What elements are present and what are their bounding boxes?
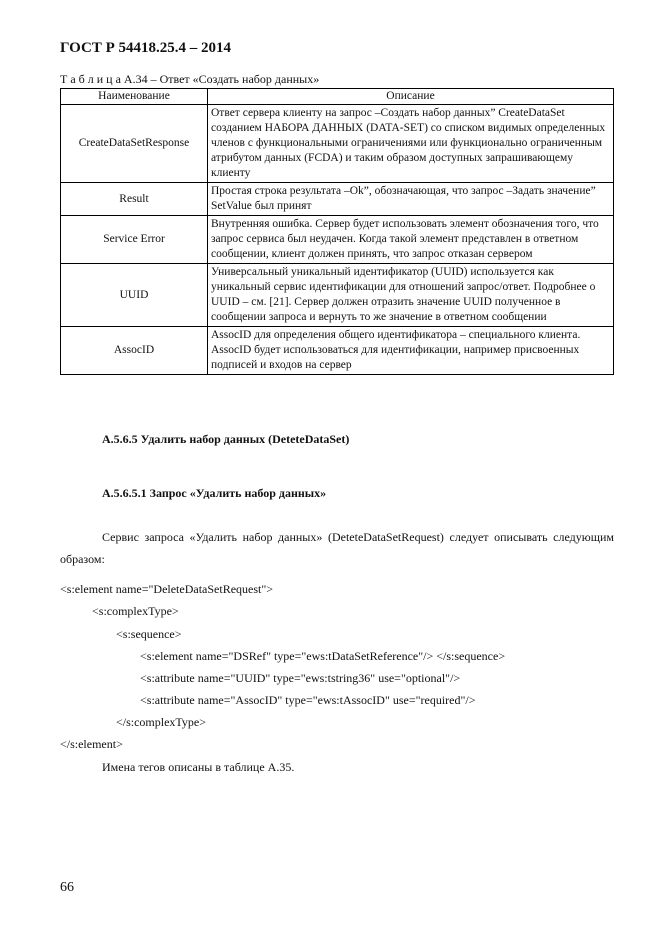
table-row xyxy=(61,183,614,216)
section-heading: А.5.6.5 Удалить набор данных (DeteteDataSet) xyxy=(102,432,350,446)
page-number: 66 xyxy=(60,880,74,895)
code-line: <s:element name="DSRef" type="ews:tDataSetReference"/> </s:sequence> xyxy=(140,649,506,663)
column-header-description: Описание xyxy=(208,89,614,105)
row-description: Универсальный уникальный идентификатор (UUID) используется как уникальный сервис идентификации для отношений запрос/ответ. Подробнее о UUID – см. [21]. Сервер должен отразить значение UUID полученное в сообщении запроса и вернуть то же значение в ответном сообщении xyxy=(208,264,614,327)
table-header-row xyxy=(61,89,614,105)
row-name: UUID xyxy=(61,264,208,327)
code-line: </s:complexType> xyxy=(116,715,207,729)
table-row xyxy=(61,105,614,183)
code-line: <s:complexType> xyxy=(92,604,179,618)
row-name: AssocID xyxy=(61,327,208,375)
table-row xyxy=(61,327,614,375)
row-description: Простая строка результата –Ok”, обозначающая, что запрос –Задать значение” SetValue был принят xyxy=(208,183,614,216)
table-row xyxy=(61,264,614,327)
code-line: </s:element> xyxy=(60,737,123,751)
column-header-name: Наименование xyxy=(61,89,208,105)
code-line: <s:attribute name="AssocID" type="ews:tAssocID" use="required"/> xyxy=(140,693,476,707)
row-name: Result xyxy=(61,183,208,216)
row-description: Ответ сервера клиенту на запрос –Создать набор данных” CreateDataSet созданием НАБОРА ДАННЫХ (DATA-SET) со списком видимых определенных членов с функциональными ограничениями или функционально ограниченным атрибутом данных (FCDA) и таким образом доступных запрашивающему клиенту xyxy=(208,105,614,183)
code-line: <s:element name="DeleteDataSetRequest"> xyxy=(60,582,274,596)
code-line: <s:attribute name="UUID" type="ews:tstring36" use="optional"/> xyxy=(140,671,461,685)
table-row xyxy=(61,216,614,264)
footer-text: Имена тегов описаны в таблице А.35. xyxy=(102,760,295,774)
row-description: AssocID для определения общего идентификатора – специального клиента. AssocID будет использоваться для идентификации, например присвоенных подписей и входов на сервер xyxy=(208,327,614,375)
table-caption: Т а б л и ц а А.34 – Ответ «Создать набор данных» xyxy=(60,72,320,86)
subsection-heading: А.5.6.5.1 Запрос «Удалить набор данных» xyxy=(102,486,327,500)
code-line: <s:sequence> xyxy=(116,627,182,641)
document-header: ГОСТ Р 54418.25.4 – 2014 xyxy=(60,40,232,56)
row-name: Service Error xyxy=(61,216,208,264)
response-table xyxy=(60,88,614,375)
row-name: CreateDataSetResponse xyxy=(61,105,208,183)
body-paragraph: Сервис запроса «Удалить набор данных» (DeteteDataSetRequest) следует описывать следующим образом: xyxy=(60,530,614,566)
row-description: Внутренняя ошибка. Сервер будет использовать элемент обозначения того, что запрос сервиса был неудачен. Когда такой элемент представлен в ответном сообщении, клиент должен принять, что запрос отказан сервером xyxy=(208,216,614,264)
